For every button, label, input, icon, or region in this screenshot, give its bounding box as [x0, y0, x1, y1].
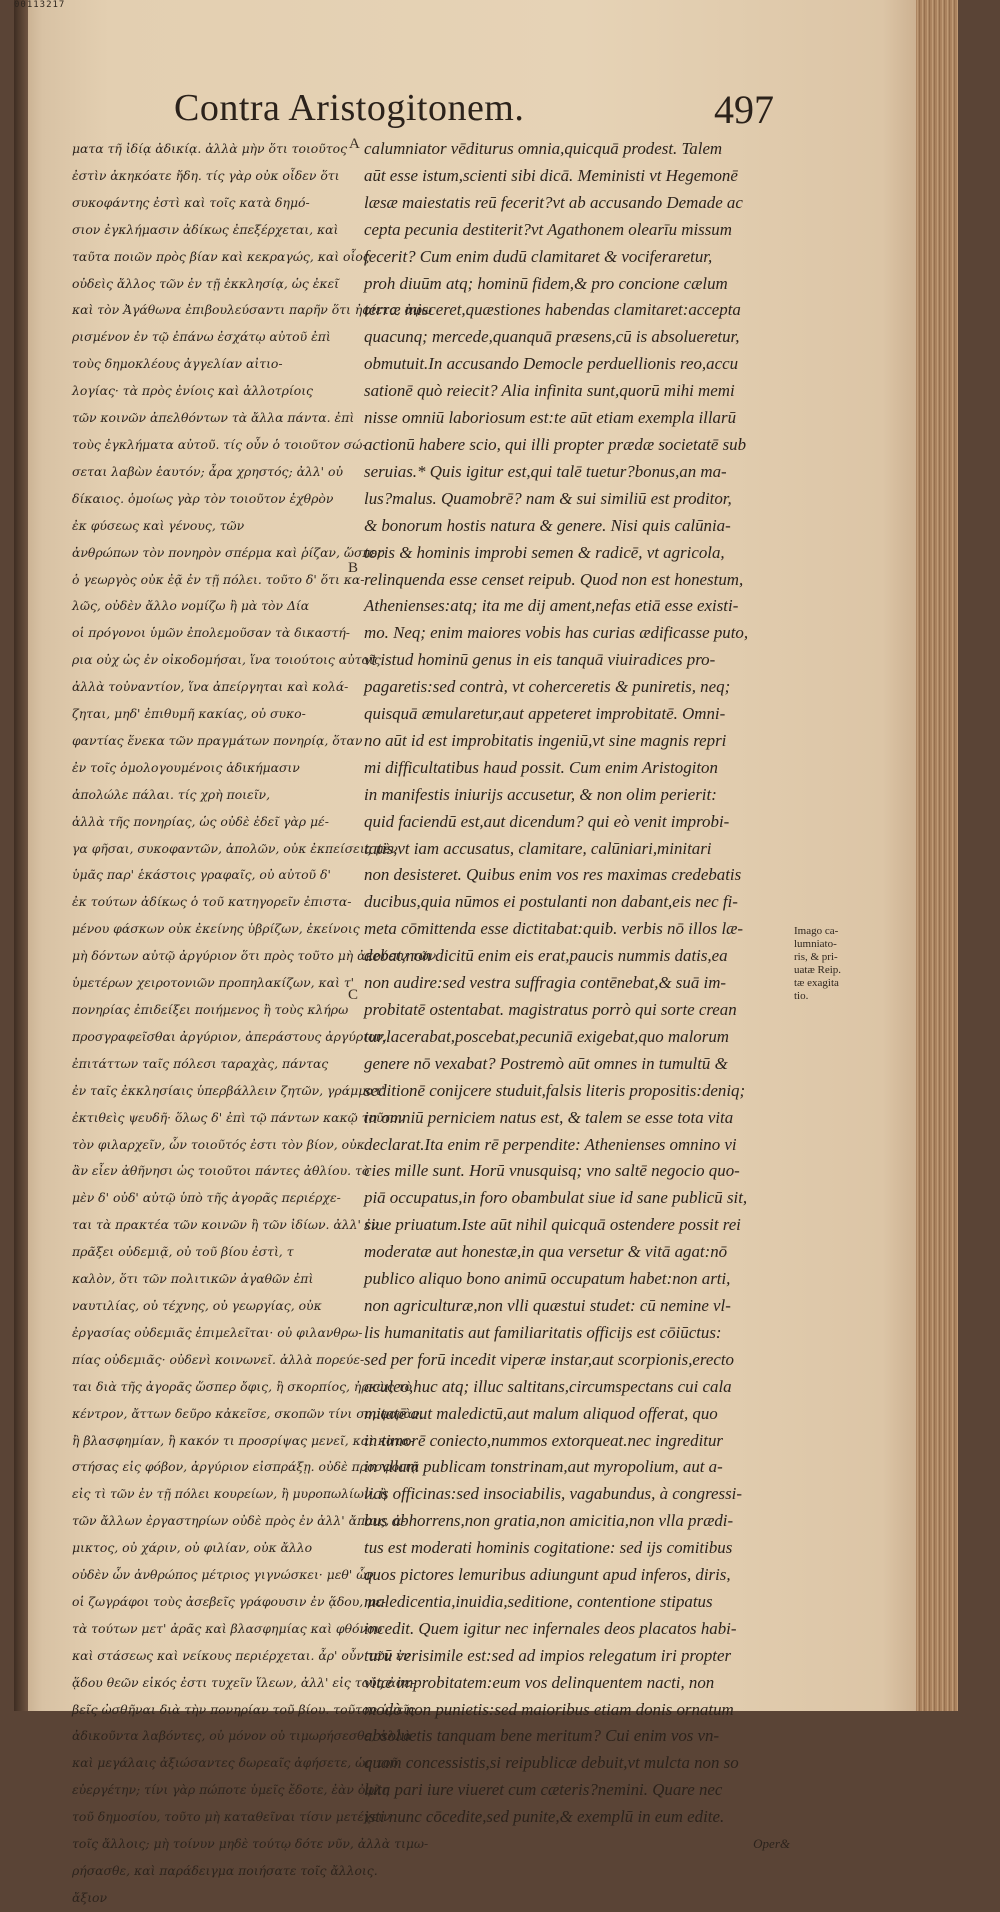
greek-text-line: προσγραφεῖσθαι ἀργύριον, ἀπεράστους ἀργύριον, [72, 1028, 387, 1044]
latin-text-line: quos pictores lemuribus adiungunt apud inferos, diris, [364, 1565, 731, 1585]
latin-text-line: mi difficultatibus haud possit. Cum enim Aristogiton [364, 757, 718, 777]
latin-text-line: quacunq; mercede,quanquā præsens,cū is absolueretur, [364, 327, 740, 347]
greek-text-line: ἀλλὰ τοὐναντίον, ἵνα ἀπείργηται καὶ κολά- [72, 679, 349, 695]
latin-text-line: in timorē coniecto,nummos extorqueat.nec ingreditur [364, 1430, 724, 1450]
greek-text-line: λῶς, οὐδὲν ἄλλο νομίζω ἢ μὰ τὸν Δία [72, 598, 310, 614]
latin-text-line: & bonorum hostis natura & genere. Nisi quis calūnia- [364, 515, 731, 535]
latin-text-line: obmutuit.In accusando Democle perduellionis reo,accu [364, 354, 739, 374]
latin-text-line: tur,lacerabat,poscebat,pecuniā exigebat,quo malorum [364, 1026, 729, 1046]
greek-text-line: ἄξιον [72, 1889, 108, 1905]
latin-text-line: moderatæ aut honestæ,in qua versetur & vitā agat:nō [364, 1242, 728, 1262]
greek-text-line: ἐκτιθεὶς ψευδῆ· ὅλως δ' ἐπὶ τῷ πάντων κακῷ τοῦτον [72, 1109, 406, 1125]
greek-text-line: ἐκ τούτων ἀδίκως ὁ τοῦ κατηγορεῖν ἐπιστα- [72, 894, 352, 910]
greek-text-line: τοῖς ἄλλοις; μὴ τοίνυν μηδὲ τούτῳ δότε νῦν, ἀλλὰ τιμω- [72, 1836, 429, 1852]
latin-text-line: vitæ improbitatem:eum vos delinquentem nacti, non [364, 1672, 715, 1692]
binding-edge [14, 0, 28, 1711]
greek-text-line: μὲν δ' οὐδ' αὐτῷ ὑπὸ τῆς ἀγορᾶς περιέρχε- [72, 1190, 341, 1206]
greek-text-line: ὑμετέρων χειροτονιῶν προπηλακίζων, καὶ τ' [72, 975, 355, 991]
greek-text-line: τῶν ἄλλων ἐργαστηρίων οὐδὲ πρὸς ἐν ἀλλ' ἄπαις, ἀ- [72, 1513, 406, 1529]
greek-text-line: τοὺς ἐγκλήματα αὐτοῦ. τίς οὖν ὁ τοιοῦτον σώ- [72, 436, 367, 452]
latin-text-line: mitatē aut maledictū,aut malum aliquod offerat, quo [364, 1403, 718, 1423]
greek-text-line: ρια οὐχ ὡς ἐν οἰκοδομήσαι, ἵνα τοιούτοις αὐτοῖς [72, 652, 381, 668]
latin-text-line: publico aliquo bono animū occupatum habet:non arti, [364, 1269, 731, 1289]
greek-text-line: ἐν ταῖς ἐκκλησίαις ὑπερβάλλειν ζητῶν, γράμματ' [72, 1082, 385, 1098]
greek-text-line: ὁ γεωργὸς οὐκ ἐᾷ ἐν τῇ πόλει. τοῦτο δ' ὅτι κα- [72, 571, 365, 587]
latin-text-line: seditionē conijcere studuit,falsis literis propositis:deniq; [364, 1080, 746, 1100]
latin-text-line: quam concessistis,si reipublicæ debuit,vt mulcta non so [364, 1753, 739, 1773]
greek-text-line: ἢ βλασφημίαν, ἢ κακόν τι προσρίψας μενεῖ, καὶ κατα- [72, 1432, 414, 1448]
latin-text-line: proh diuūm atq; hominū fidem,& pro concione cælum [364, 273, 728, 293]
latin-text-line: maledicentia,inuidia,seditione, contentione stipatus [364, 1591, 713, 1611]
section-marker-b: B [348, 560, 359, 576]
margin-note [794, 925, 874, 1003]
latin-text-line: non audire:sed vestra suffragia contēnebat,& suā im- [364, 973, 727, 993]
latin-column [364, 136, 790, 1858]
latin-text-line: pagaretis:sed contrà, vt coherceretis & puniretis, neq; [364, 677, 731, 697]
margin-note-line: tio. [794, 990, 809, 1002]
greek-text-line: καὶ μεγάλαις ἀξιώσαντες δωρεαῖς ἀφήσετε, ὡς τοῦ [72, 1755, 398, 1771]
latin-text-line: lus?malus. Quamobrē? nam & sui similiū est proditor, [364, 488, 732, 508]
greek-text-line: ἐν τοῖς ὁμολογουμένοις ἀδικήμασιν [72, 759, 300, 775]
greek-text-line: ναυτιλίας, οὐ τέχνης, οὐ γεωργίας, οὐκ [72, 1297, 322, 1313]
greek-text-line: ἐργασίας οὐδεμιᾶς ἐπιμελεῖται· οὐ φιλανθρω- [72, 1324, 363, 1340]
greek-text-line: εὐεργέτην; τίνι γὰρ πώποτε ὑμεῖς ἔδοτε, ἐὰν ὀφλη [72, 1782, 390, 1798]
greek-text-line: ται τὰ πρακτέα τῶν κοινῶν ἢ τῶν ἰδίων. ἀλλ' ἐν [72, 1217, 379, 1233]
greek-text-line: ζηται, μηδ' ἐπιθυμῆ κακίας, οὐ συκο- [72, 706, 306, 722]
latin-text-line: debat,non dicitū enim eis erat,paucis nummis datis,ea [364, 946, 728, 966]
latin-text-line: turū verisimile est:sed ad impios relegatum iri propter [364, 1645, 732, 1665]
latin-text-line: piā occupatus,in foro obambulat siue id sane publicū sit, [364, 1188, 748, 1208]
margin-note-line: lumniato- [794, 938, 837, 950]
book-page [14, 0, 958, 1905]
greek-text-line: τὰ τούτων μετ' ἀρᾶς καὶ βλασφημίας καὶ φθόνου [72, 1620, 383, 1636]
greek-text-line: ἂν εἶεν ἀθῆνησι ὡς τοιοῦτοι πάντες ἀθλίου. τὸ [72, 1163, 370, 1179]
greek-text-line: πονηρίας ἐπιδείξει ποιήμενος ἢ τοὺς κλήρω [72, 1002, 349, 1017]
greek-text-line: ρισμένον ἐν τῷ ἐπάνω ἐσχάτῳ αὐτοῦ ἐπὶ [72, 329, 331, 345]
latin-text-line: bus abhorrens,non gratia,non amicitia,non vlla prædi- [364, 1511, 734, 1531]
latin-text-line: Athenienses:atq; ita me dij ament,nefas etiā esse existi- [364, 596, 739, 616]
greek-text-line: ὑμᾶς παρ' ἑκάστοις γραφαῖς, οὐ αὐτοῦ δ' [72, 867, 331, 883]
latin-text-line: quisquā æmularetur,aut appeteret improbitatē. Omni- [364, 704, 726, 724]
greek-text-line: τὸν φιλαρχεῖν, ὧν τοιοῦτός ἐστι τὸν βίον, οὐκ [72, 1136, 365, 1152]
margin-note-line: tæ exagita [794, 977, 839, 989]
greek-text-line: καὶ στάσεως καὶ νείκους περιέρχεται. ἆρ' οὖν τῶν ἐν [72, 1647, 411, 1663]
greek-text-line: βεῖς ὠσθῆναι διὰ τὴν πονηρίαν τοῦ βίου. τοῦτον ὑμεῖς [72, 1701, 415, 1717]
running-title: Contra Aristogitonem. [174, 87, 525, 129]
latin-text-line: declarat.Ita enim rē perpendite: Athenienses omnino vi [364, 1134, 737, 1154]
latin-text-line: calumniator vēditurus omnia,quicquā prodest. Talem [364, 139, 723, 158]
latin-text-line: Oper& [753, 1836, 790, 1852]
greek-text-line: δίκαιος. ὁμοίως γὰρ τὸν τοιοῦτον ἐχθρὸν [72, 490, 334, 506]
latin-text-line: absoluetis tanquam bene meritum? Cui enim vos vn- [364, 1726, 720, 1746]
page-number: 497 [714, 87, 774, 132]
greek-text-line: σιον ἐγκλήμασιν ἀδίκως ἐπεξέρχεται, καὶ [72, 221, 339, 237]
greek-column [72, 136, 437, 1912]
greek-text-line: ᾅδου θεῶν εἰκός ἐστι τυχεῖν ἵλεων, ἀλλ' εἰς τοὺς ἀσε- [72, 1674, 416, 1690]
margin-note-line: ris, & pri- [794, 951, 838, 963]
latin-text-line: nisse omniū laboriosum est:te aūt etiam exempla illarū [364, 408, 737, 428]
greek-text-line: ἀδικοῦντα λαβόντες, οὐ μόνον οὐ τιμωρήσεσθε, ἀλλὰ [72, 1728, 412, 1744]
greek-text-line: ταῦτα ποιῶν πρὸς βίαν καὶ κεκραγώς, καὶ οἷος [72, 248, 370, 264]
page-edge-fore [916, 0, 958, 1711]
latin-text-line: luta pari iure viueret cum cæteris?nemini. Quare nec [364, 1780, 723, 1800]
greek-text-line: σεται λαβὼν ἑαυτόν; ἆρα χρηστός; ἀλλ' οὐ [72, 463, 344, 479]
latin-text-line: terræ misceret,quæstiones habendas clamitaret:accepta [364, 300, 741, 320]
latin-text-line: lias officinas:sed insociabilis, vagabundus, à congressi- [364, 1484, 742, 1504]
greek-text-line: ἐπιτάττων ταῖς πόλεσι ταραχὰς, πάντας [72, 1055, 329, 1071]
greek-text-line: εἰς τὶ τῶν ἐν τῇ πόλει κουρείων, ἢ μυροπωλίων, ἢ [72, 1486, 387, 1502]
section-marker-c: C [348, 987, 359, 1003]
margin-note-line: Imago ca- [794, 925, 839, 937]
latin-text-line: mo. Neq; enim maiores vobis has curias ædificasse puto, [364, 623, 749, 643]
latin-text-line: fecerit? Cum enim dudū clamitaret & vociferaretur, [364, 246, 713, 266]
greek-text-line: ἀλλὰ τῆς πονηρίας, ὡς οὐδὲ ἐδεῖ γὰρ μέ- [72, 813, 329, 829]
latin-text-line: isti nunc cōcedite,sed punite,& exemplū in eum edite. [364, 1807, 725, 1827]
archive-number: 00113217 [14, 0, 66, 10]
section-marker-a: A [349, 136, 360, 152]
greek-text-line: στήσας εἰς φόβον, ἀργύριον εἰσπράξῃ. οὐδὲ προσφοιτᾷ [72, 1459, 420, 1475]
greek-text-line: οὐδὲν ὧν ἀνθρώπος μέτριος γιγνώσκει· μεθ' ὧν [72, 1567, 374, 1583]
greek-text-line: μένου φάσκων οὐκ ἐκείνης ὑβρίζων, ἐκείνοις [72, 921, 360, 937]
greek-text-line: λογίας· τὰ πρὸς ἐνίοις καὶ ἀλλοτρίοις [72, 383, 314, 399]
latin-text-line: in omniū perniciem natus est, & talem se esse tota vita [364, 1107, 734, 1127]
greek-text-line: ται διὰ τῆς ἀγορᾶς ὥσπερ ὄφις, ἢ σκορπίος, ἠρκὼς τὸ [72, 1378, 413, 1394]
latin-text-line: læsæ maiestatis reū fecerit?vt ab accusando Demade ac [364, 192, 743, 212]
greek-text-line: ἐκ φύσεως καὶ γένους, τῶν [72, 517, 245, 533]
latin-text-line: seruias.* Quis igitur est,qui talē tuetur?bonus,an ma- [364, 461, 727, 481]
greek-text-line: ἀνθρώπων τὸν πονηρὸν σπέρμα καὶ ῥίζαν, ὥσπερ [72, 544, 385, 560]
latin-text-line: no aūt id est improbitatis ingeniū,vt sine magnis repri [364, 730, 727, 750]
latin-text-line: in vllam publicam tonstrinam,aut myropolium, aut a- [364, 1457, 723, 1477]
greek-text-line: πρᾶξει οὐδεμιᾷ, οὐ τοῦ βίου ἐστὶ, τ [72, 1244, 294, 1260]
latin-text-line: non agriculturæ,non vlli quæstui studet: cū nemine vl- [364, 1295, 731, 1315]
greek-text-line: μὴ δόντων αὐτῷ ἀργύριον ὅτι πρὸς τοῦτο μὴ ἀκούειν τῶν [72, 948, 437, 964]
latin-text-line: in manifestis iniurijs accusetur, & non olim perierit: [364, 784, 717, 804]
latin-text-line: meta cōmittenda esse dictitabat:quib. verbis nō illos læ- [364, 919, 744, 939]
latin-text-line: aculeo,huc atq; illuc saltitans,circumspectans cui cala [364, 1376, 732, 1396]
latin-text-line: sed per forū incedit viperæ instar,aut scorpionis,erecto [364, 1349, 734, 1369]
latin-text-line: probitatē ostentabat. magistratus porrò qui sorte crean [364, 1000, 737, 1019]
latin-text-line: relinquenda esse censet reipub. Quod non est honestum, [364, 569, 744, 589]
latin-text-line: tus est moderati hominis cogitatione: sed ijs comitibus [364, 1538, 733, 1558]
greek-text-line: τοῦ δημοσίου, τοῦτο μὴ καταθεῖναι τίσιν μετέχειν [72, 1809, 391, 1825]
greek-text-line: καλὸν, ὅτι τῶν πολιτικῶν ἀγαθῶν ἐπὶ [72, 1271, 314, 1287]
latin-text-line: vt istud hominū genus in eis tanquā viuiradices pro- [364, 650, 716, 670]
greek-text-line: κέντρον, ἄττων δεῦρο κἀκεῖσε, σκοπῶν τίνι συμφορὰν, [72, 1405, 424, 1421]
greek-text-line: ρήσασθε, καὶ παράδειγμα ποιήσατε τοῖς ἄλλοις. [72, 1863, 378, 1878]
greek-text-line: γα φῆσαι, συκοφαντῶν, ἀπολῶν, οὐκ ἐκπείσεις μὲν [72, 840, 398, 856]
latin-text-line: actionū habere scio, qui illi propter prædæ societatē sub [364, 434, 747, 454]
latin-text-line: ducibus,quia nūmos ei postulanti non dabant,eis nec fi- [364, 892, 738, 912]
greek-text-line: τοὺς δημοκλέους ἀγγελίαν αἰτιο- [72, 356, 283, 372]
latin-text-line: genere nō vexabat? Postremò aūt omnes in tumultū & [364, 1053, 728, 1073]
latin-text-line: toris & hominis improbi semen & radicē, vt agricola, [364, 542, 725, 562]
latin-text-line: quid faciendū est,aut dicendum? qui eò venit improbi- [364, 811, 730, 831]
latin-text-line: cies mille sunt. Horū vnusquisq; vno saltē negocio quo- [364, 1161, 740, 1181]
greek-text-line: οἱ πρόγονοι ὑμῶν ἐπολεμοῦσαν τὰ δικαστή- [72, 625, 350, 641]
greek-text-line: καὶ τὸν Ἀγάθωνα ἐπιβουλεύσαντι παρῆν ὅτι ἠφίετο, ἀφω [72, 302, 432, 318]
greek-text-line: ἐστὶν ἀκηκόατε ἤδη. τίς γὰρ οὐκ οἶδεν ὅτι [72, 167, 340, 183]
latin-text-line: modò non punietis:sed maioribus etiam donis ornatum [364, 1699, 734, 1719]
latin-text-line: non desisteret. Quibus enim vos res maximas credebatis [364, 865, 742, 885]
latin-text-line: incedit. Quem igitur nec infernales deos placatos habi- [364, 1618, 737, 1638]
latin-text-line: cepta pecunia destiterit?vt Agathonem olearīu missum [364, 219, 732, 239]
greek-text-line: ἀπολώλε πάλαι. τίς χρὴ ποιεῖν, [72, 786, 271, 802]
greek-text-line: συκοφάντης ἐστὶ καὶ τοῖς κατὰ δημό- [72, 194, 310, 210]
greek-text-line: οἱ ζωγράφοι τοὺς ἀσεβεῖς γράφουσιν ἐν ᾅδου, με- [72, 1593, 387, 1609]
margin-note-line: uatæ Reip. [794, 964, 842, 976]
greek-text-line: τῶν κοινῶν ἀπελθόντων τὰ ἄλλα πάντα. ἐπὶ [72, 410, 355, 426]
greek-text-line: ματα τῆ ἰδίᾳ ἀδικίᾳ. ἀλλὰ μὴν ὅτι τοιοῦτος [72, 141, 348, 156]
latin-text-line: tatis,vt iam accusatus, clamitare, calūniari,minitari [364, 838, 712, 858]
latin-text-line: siue priuatum.Iste aūt nihil quicquā ostendere possit rei [364, 1215, 741, 1235]
greek-text-line: οὐδεὶς ἄλλος τῶν ἐν τῇ ἐκκλησίᾳ, ὡς ἐκεῖ [72, 275, 340, 291]
latin-text-line: aūt esse istum,scienti sibi dicā. Meministi vt Hegemonē [364, 165, 738, 185]
latin-text-line: sationē quò reiecit? Alia infinita sunt,quorū mihi memi [364, 381, 735, 401]
greek-text-line: μικτος, οὐ χάριν, οὐ φιλίαν, οὐκ ἄλλο [72, 1540, 313, 1556]
greek-text-line: φαντίας ἕνεκα τῶν πραγμάτων πονηρίᾳ, ὅταν [72, 732, 363, 748]
greek-text-line: πίας οὐδεμιᾶς· οὐδενὶ κοινωνεῖ. ἀλλὰ πορεύε- [72, 1351, 365, 1367]
latin-text-line: lis humanitatis aut familiaritatis officijs est cōiūctus: [364, 1322, 722, 1342]
